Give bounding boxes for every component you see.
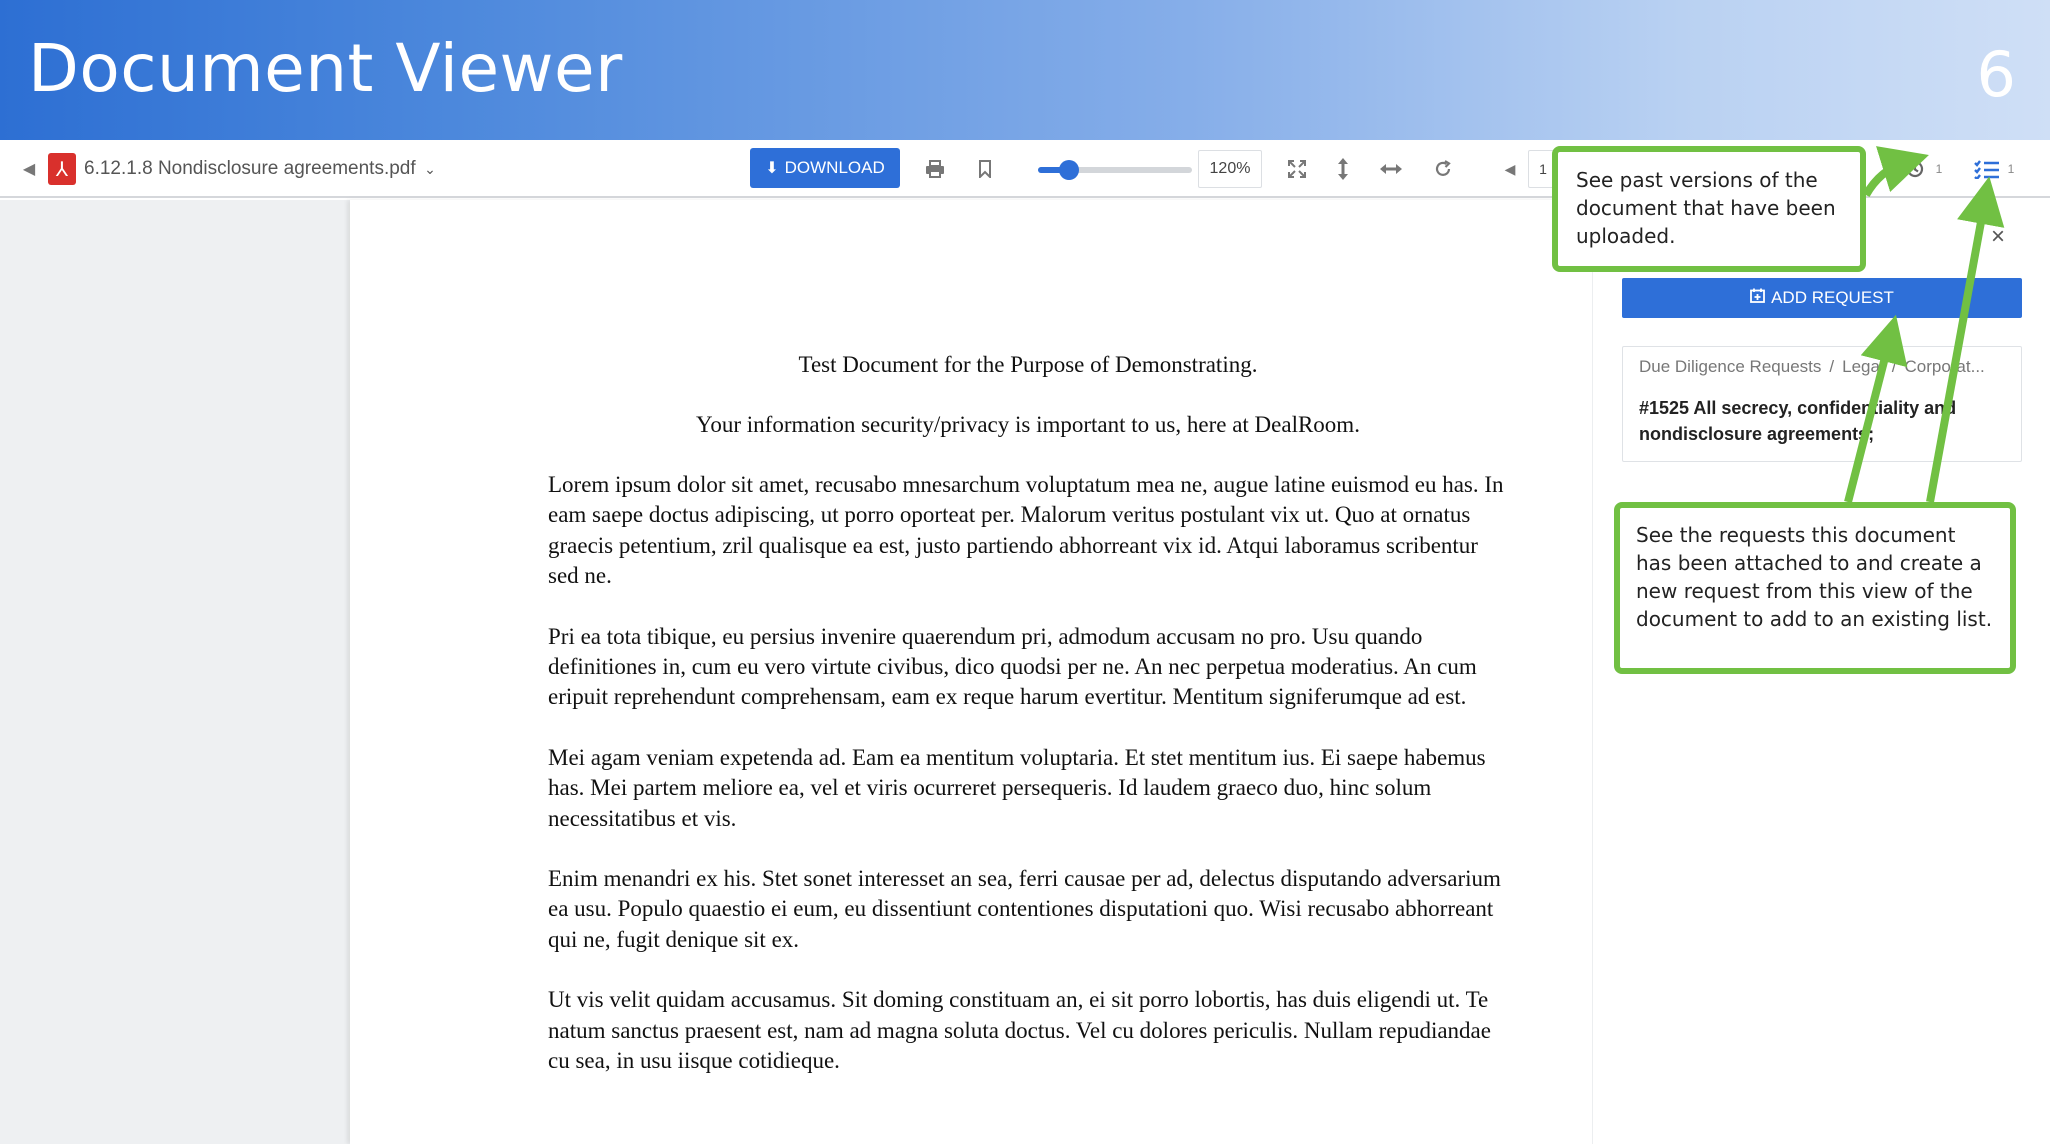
slide-title: Document Viewer: [28, 30, 623, 107]
zoom-slider-handle[interactable]: [1059, 160, 1079, 180]
slide-banner: [0, 0, 2050, 140]
document-paragraph: Pri ea tota tibique, eu persius invenire quaerendum pri, admodum accusam no pro. Usu quando definitiones in, cum eu vero virtute civibus, dico quodsi per ne. An nec perpetua moderatius. An cum eripuit reprehendunt comprehensam, eam ex reque harum evertitur. Mentitum signiferumque ad est.: [548, 623, 1477, 710]
request-breadcrumb: Due Diligence Requests / Legal / Corporat...: [1639, 357, 1985, 376]
document-page[interactable]: [350, 200, 1592, 1144]
callout-versions: See past versions of the document that have been uploaded.: [1552, 146, 1866, 272]
callout-requests: See the requests this document has been attached to and create a new request from this view of the document to add to an existing list.: [1614, 502, 2016, 674]
request-title[interactable]: #1525 All secrecy, confidentiality and nondisclosure agreements;: [1639, 398, 1957, 444]
document-title: Test Document for the Purpose of Demonstrating.: [798, 352, 1258, 377]
print-icon[interactable]: [920, 140, 950, 198]
breadcrumb-item[interactable]: Due Diligence Requests: [1639, 357, 1822, 376]
request-card[interactable]: [1622, 346, 2022, 462]
zoom-slider[interactable]: [1038, 167, 1192, 173]
download-icon: ⬇: [765, 160, 779, 177]
download-label: DOWNLOAD: [784, 158, 885, 177]
previous-page-icon[interactable]: ◀: [1504, 160, 1516, 177]
breadcrumb-item[interactable]: Legal: [1842, 357, 1884, 376]
caret-left-icon[interactable]: ◀: [22, 161, 36, 178]
checklist-icon[interactable]: [1970, 140, 2004, 198]
download-button[interactable]: [750, 148, 900, 188]
document-subtitle: Your information security/privacy is important to us, here at DealRoom.: [696, 412, 1360, 437]
document-paragraph: Ut vis velit quidam accusamus. Sit doming constituam an, ei sit porro lobortis, has duis eligendi ut. Te natum sanctus praesent est, nam ad magna soluta doctus. Vel cu dolores periculis. Nullam repudiandae cu sea, in usu iisque cotidieque.: [548, 987, 1491, 1074]
history-count: 1: [1935, 162, 1943, 176]
close-icon[interactable]: ×: [1990, 223, 2005, 250]
bookmark-icon[interactable]: [970, 140, 1000, 198]
breadcrumb-item[interactable]: Corporat...: [1904, 357, 1985, 376]
document-body: [548, 350, 1508, 1077]
zoom-level-input[interactable]: 120%: [1198, 150, 1262, 188]
pdf-icon: ⅄: [48, 153, 76, 185]
slide-number: 6: [1976, 38, 2016, 111]
add-request-label: ADD REQUEST: [1771, 288, 1894, 307]
fit-width-icon[interactable]: [1376, 140, 1406, 198]
fullscreen-icon[interactable]: [1282, 140, 1312, 198]
document-paragraph: Enim menandri ex his. Stet sonet interesset an sea, ferri causae per ad, delectus disputando adversarium ea usu. Populo quaestio ei eum, eu dissentiunt contentiones disputationi quo. Wisi recusabo abhorreant qui ne, fugit denique sit ex.: [548, 866, 1501, 952]
history-icon[interactable]: [1900, 140, 1930, 198]
rotate-icon[interactable]: [1428, 140, 1458, 198]
requests-count: 1: [2007, 162, 2015, 176]
calendar-plus-icon: [1750, 288, 1765, 308]
add-request-button[interactable]: [1622, 278, 2022, 318]
document-paragraph: Lorem ipsum dolor sit amet, recusabo mnesarchum voluptatum mea ne, augue latine euismod eu has. In eam saepe doctus adipiscing, ut porro oporteat per. Malorum veritus postulant vix ut. Quo at ornatus graecis petentium, zril qualisque ea est, justo partiendo abhorreant vix id. Atqui laboramus scribentur sed ne.: [548, 472, 1504, 589]
page-number-input[interactable]: 1: [1528, 150, 1558, 188]
fit-height-icon[interactable]: [1328, 140, 1358, 198]
chevron-down-icon[interactable]: ⌄: [424, 160, 436, 177]
document-paragraph: Mei agam veniam expetenda ad. Eam ea mentitum voluptaria. Et stet mentitum ius. Ei saepe habemus has. Mei partem meliore ea, vel et viris ocurreret persequeris. Id laudem graeco duo, hinc solum necessitatibus et vis.: [548, 744, 1486, 831]
file-name[interactable]: 6.12.1.8 Nondisclosure agreements.pdf: [84, 158, 416, 179]
